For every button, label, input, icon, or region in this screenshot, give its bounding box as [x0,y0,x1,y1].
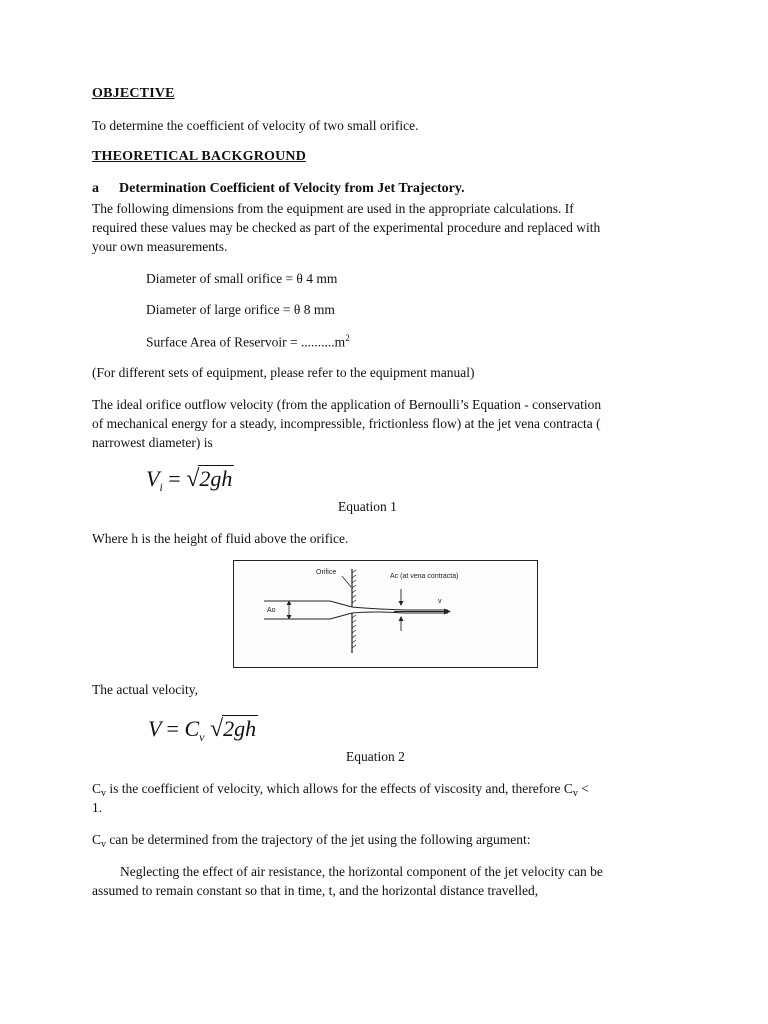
cv-subscript: v [101,839,107,850]
equation-1 [146,466,234,495]
orifice-diagram-svg [234,561,537,667]
paragraph-line: The following dimensions from the equipment are used in the appropriate calculations. If [92,201,574,216]
eq1-sqrt [186,466,234,493]
orifice-diagram [233,560,538,668]
reservoir-area-exponent: 2 [345,333,350,343]
eq2-coef: C [184,716,200,741]
eq2-sqrt [210,716,258,743]
eq2-lhs: V [148,716,162,741]
v-label: v [438,598,442,605]
cv-symbol: C [92,832,102,847]
small-orifice-diameter: Diameter of small orifice = θ 4 mm [146,271,338,286]
paragraph-line: The ideal orifice outflow velocity (from the application of Bernoulli’s Equation - conservation [92,397,602,412]
paragraph-line: of mechanical energy for a steady, incompressible, frictionless flow) at the jet vena contracta ( [92,416,601,431]
reservoir-area-text: Surface Area of Reservoir = ..........m [146,334,346,350]
ac-label: Ac (at vena contracta) [390,573,459,580]
sqrt-symbol: √ [209,716,224,742]
eq2-equals: = [166,716,179,741]
reservoir-surface-area [146,333,350,351]
paragraph-line: assumed to remain constant so that in time, t, and the horizontal distance travelled, [92,883,539,898]
eq1-lhs-subscript: i [159,480,163,494]
eq1-radicand: 2gh [199,466,233,491]
orifice-label: Orifice [316,569,337,576]
cv-definition-text: is the coefficient of velocity, which allows for the effects of viscosity and, therefore C [106,781,573,796]
cv-definition [92,781,589,799]
subsection-title: Determination Coefficient of Velocity from Jet Trajectory. [119,181,465,196]
equation-2-label: Equation 2 [346,749,405,764]
eq2-radicand: 2gh [223,716,257,741]
where-h-text: Where h is the height of fluid above the orifice. [92,531,349,546]
large-orifice-diameter: Diameter of large orifice = θ 8 mm [146,302,335,317]
paragraph-line: your own measurements. [92,239,228,254]
paragraph-line: Neglecting the effect of air resistance, the horizontal component of the jet velocity can be [120,864,603,879]
equation-1-label: Equation 1 [338,499,397,514]
sqrt-symbol: √ [186,466,200,492]
paragraph-line: required these values may be checked as part of the experimental procedure and replaced with [92,220,601,235]
cv-subscript: v [101,788,107,799]
cv-determination-text: can be determined from the trajectory of the jet using the following argument: [106,832,531,847]
paragraph-line: narrowest diameter) is [92,435,213,450]
objective-text: To determine the coefficient of velocity of two small orifice. [92,118,419,133]
objective-heading: OBJECTIVE [92,86,175,101]
cv-definition-line2: 1. [92,800,103,815]
equipment-note: (For different sets of equipment, please refer to the equipment manual) [92,365,475,380]
eq2-coef-subscript: v [199,730,205,744]
subsection-letter: a [92,181,99,196]
cv-symbol: C [92,781,102,796]
eq1-lhs: V [146,466,160,491]
background-heading: THEORETICAL BACKGROUND [92,149,307,164]
eq1-equals: = [168,466,181,491]
actual-velocity-text: The actual velocity, [92,682,198,697]
ao-label: Ao [267,607,276,614]
cv-inequality: < [577,781,589,796]
cv-subscript: v [572,788,578,799]
cv-determination [92,832,531,850]
equation-2 [148,716,258,745]
